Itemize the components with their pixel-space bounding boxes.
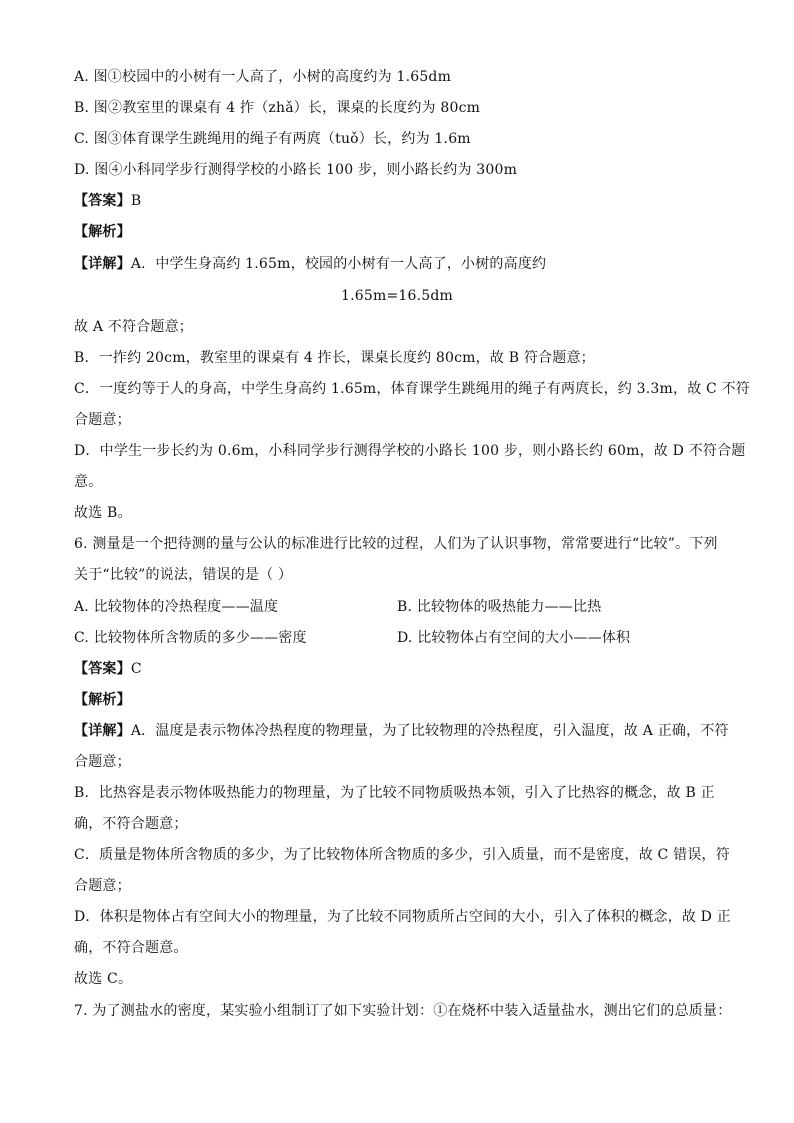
q5-detail-line6: D．中学生一步长约为 0.6m，小科同学步行测得学校的小路长 100 步，则小路长约 60m，故 D 不符合题 — [74, 443, 746, 459]
analysis-label: 【解析】 — [74, 692, 131, 708]
q5-detail-line1 — [74, 255, 546, 273]
detail-text: A．温度是表示物体冷热程度的物理量，为了比较物理的冷热程度，引入温度，故 A 正确，不符 — [130, 723, 729, 739]
q5-formula: 1.65m=16.5dm — [341, 288, 453, 304]
q7-stem-line1: 7. 为了测盐水的密度，某实验小组制订了如下实验计划：①在烧杯中装入适量盐水，测出它们的总质量： — [74, 1003, 732, 1019]
q6-detail-line3: B．比热容是表示物体吸热能力的物理量，为了比较不同物质吸热本领，引入了比热容的概念，故 B 正 — [74, 785, 715, 801]
detail-label: 【详解】 — [74, 723, 131, 739]
q6-option-d: D. 比较物体占有空间的大小——体积 — [397, 630, 631, 646]
q5-detail-line2: 故 A 不符合题意； — [74, 319, 194, 335]
q5-detail-line3: B．一拃约 20cm，教室里的课桌有 4 拃长，课桌长度约 80cm，故 B 符合题意； — [74, 350, 595, 366]
q5-answer-line — [74, 192, 141, 210]
q6-detail-line4: 确，不符合题意； — [74, 816, 188, 832]
detail-text: A．中学生身高约 1.65m，校园的小树有一人高了，小树的高度约 — [130, 256, 547, 272]
q6-option-a: A. 比较物体的冷热程度——温度 — [74, 599, 279, 615]
answer-label: 【答案】 — [74, 193, 131, 209]
q5-analysis-label — [74, 223, 131, 241]
q6-detail-line1 — [74, 722, 729, 740]
q6-option-b: B. 比较物体的吸热能力——比热 — [397, 599, 602, 615]
q5-option-d: D. 图④小科同学步行测得学校的小路长 100 步，则小路长约为 300m — [74, 162, 518, 178]
q6-detail-line9: 故选 C。 — [74, 971, 133, 987]
q5-option-b: B. 图②教室里的课桌有 4 拃（zhǎ）长，课桌的长度约为 80cm — [74, 100, 481, 116]
q6-detail-line8: 确，不符合题意。 — [74, 940, 188, 956]
q5-detail-line7: 意。 — [74, 474, 103, 490]
q5-option-a: A. 图①校园中的小树有一人高了，小树的高度约为 1.65dm — [74, 69, 452, 85]
q6-answer-line — [74, 660, 142, 678]
answer-value: B — [130, 193, 142, 209]
q6-detail-line2: 合题意； — [74, 754, 131, 770]
q6-stem-line1: 6. 测量是一个把待测的量与公认的标准进行比较的过程，人们为了认识事物，常常要进行“比较”。下列 — [74, 536, 718, 552]
q6-analysis-label — [74, 691, 131, 709]
q6-detail-line6: 合题意； — [74, 878, 131, 894]
q5-option-c: C. 图③体育课学生跳绳用的绳子有两庹（tuǒ）长，约为 1.6m — [74, 131, 471, 147]
q5-detail-line5: 合题意； — [74, 412, 131, 428]
q6-detail-line7: D．体积是物体占有空间大小的物理量，为了比较不同物质所占空间的大小，引入了体积的概念，故 D 正 — [74, 909, 731, 925]
analysis-label: 【解析】 — [74, 224, 131, 240]
q6-option-c: C. 比较物体所含物质的多少——密度 — [74, 630, 307, 646]
detail-label: 【详解】 — [74, 256, 131, 272]
q5-detail-line8: 故选 B。 — [74, 505, 132, 521]
q6-detail-line5: C．质量是物体所含物质的多少，为了比较物体所含物质的多少，引入质量，而不是密度，故 C 错误，符 — [74, 847, 730, 863]
q6-stem-line2: 关于“比较”的说法，错误的是（ ） — [74, 567, 293, 583]
answer-label: 【答案】 — [74, 661, 131, 677]
q5-detail-line4: C．一度约等于人的身高，中学生身高约 1.65m，体育课学生跳绳用的绳子有两庹长，约 3.3m，故 C 不符 — [74, 381, 751, 397]
answer-value: C — [130, 661, 142, 677]
